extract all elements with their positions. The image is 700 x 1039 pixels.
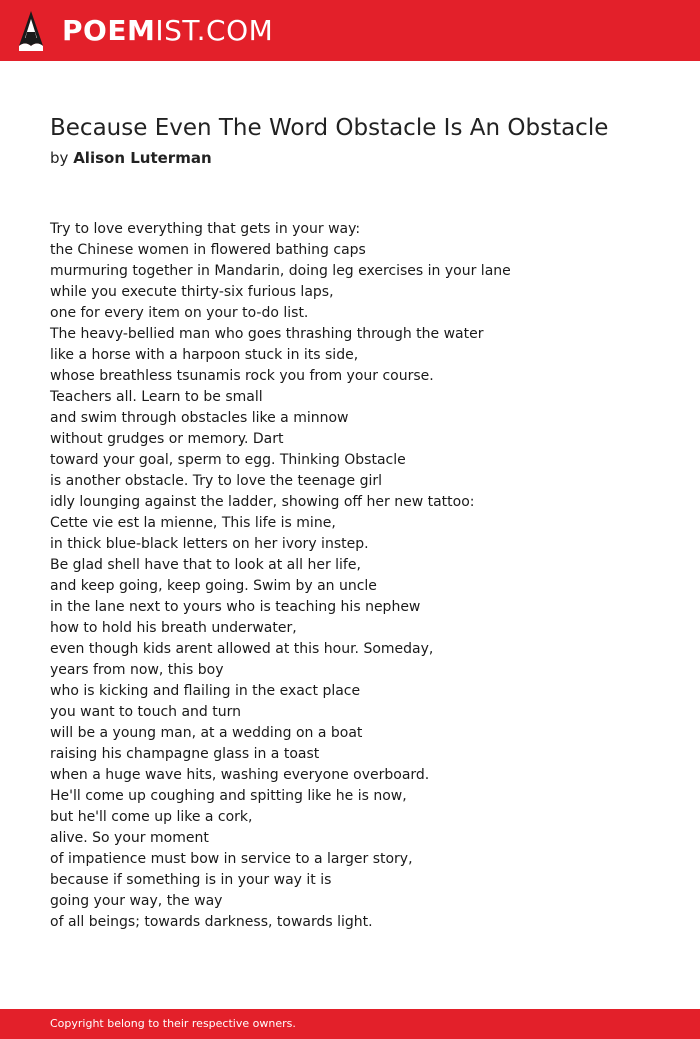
copyright-notice: Copyright belong to their respective owners. — [50, 1017, 296, 1030]
author-name[interactable]: Alison Luterman — [73, 149, 212, 167]
poem-line: years from now, this boy — [50, 662, 224, 678]
poem-line: whose breathless tsunamis rock you from your course. — [50, 368, 434, 384]
poem-line: when a huge wave hits, washing everyone overboard. — [50, 767, 430, 783]
poem-line: even though kids arent allowed at this hour. Someday, — [50, 641, 434, 657]
by-label: by — [50, 149, 69, 167]
poem-line: Teachers all. Learn to be small — [50, 389, 263, 405]
poem-line: but he'll come up like a cork, — [50, 809, 253, 825]
logo-text-light: IST.COM — [155, 14, 274, 47]
poem-line: murmuring together in Mandarin, doing leg exercises in your lane — [50, 263, 511, 279]
poem-body — [50, 219, 670, 933]
site-footer — [0, 1009, 700, 1039]
poem-line: you want to touch and turn — [50, 704, 242, 720]
poem-line: how to hold his breath underwater, — [50, 620, 297, 636]
poem-line: because if something is in your way it is — [50, 872, 332, 888]
logo-text-bold: POEM — [62, 14, 156, 47]
poem-byline — [50, 149, 212, 167]
poem-line: and keep going, keep going. Swim by an uncle — [50, 578, 377, 594]
poem-line: and swim through obstacles like a minnow — [50, 410, 349, 426]
poem-line: alive. So your moment — [50, 830, 209, 846]
poem-line: is another obstacle. Try to love the teenage girl — [50, 473, 383, 489]
poem-line: the Chinese women in flowered bathing caps — [50, 242, 366, 258]
poem-line: who is kicking and flailing in the exact place — [50, 683, 361, 699]
poem-line: while you execute thirty-six furious laps, — [50, 284, 334, 300]
poem-line: Try to love everything that gets in your way: — [50, 221, 361, 237]
site-logo[interactable] — [18, 10, 273, 52]
poem-line: raising his champagne glass in a toast — [50, 746, 320, 762]
poem-line: Be glad shell have that to look at all her life, — [50, 557, 361, 573]
poem-line: like a horse with a harpoon stuck in its side, — [50, 347, 359, 363]
poem-line: going your way, the way — [50, 893, 223, 909]
poem-line: will be a young man, at a wedding on a boat — [50, 725, 363, 741]
poem-line: toward your goal, sperm to egg. Thinking Obstacle — [50, 452, 406, 468]
poem-line: idly lounging against the ladder, showing off her new tattoo: — [50, 494, 475, 510]
poem-line: without grudges or memory. Dart — [50, 431, 284, 447]
poem-title: Because Even The Word Obstacle Is An Obstacle — [50, 115, 609, 141]
poem-line: of impatience must bow in service to a larger story, — [50, 851, 413, 867]
poem-line: of all beings; towards darkness, towards light. — [50, 914, 373, 930]
poem-line: He'll come up coughing and spitting like he is now, — [50, 788, 407, 804]
pencil-tip-icon — [18, 10, 44, 52]
logo-wordmark — [62, 10, 273, 52]
site-header — [0, 0, 700, 61]
poem-line: one for every item on your to-do list. — [50, 305, 309, 321]
poem-line: Cette vie est la mienne, This life is mine, — [50, 515, 336, 531]
poem-line: in the lane next to yours who is teaching his nephew — [50, 599, 421, 615]
poem-line: in thick blue-black letters on her ivory instep. — [50, 536, 369, 552]
poem-line: The heavy-bellied man who goes thrashing through the water — [50, 326, 484, 342]
